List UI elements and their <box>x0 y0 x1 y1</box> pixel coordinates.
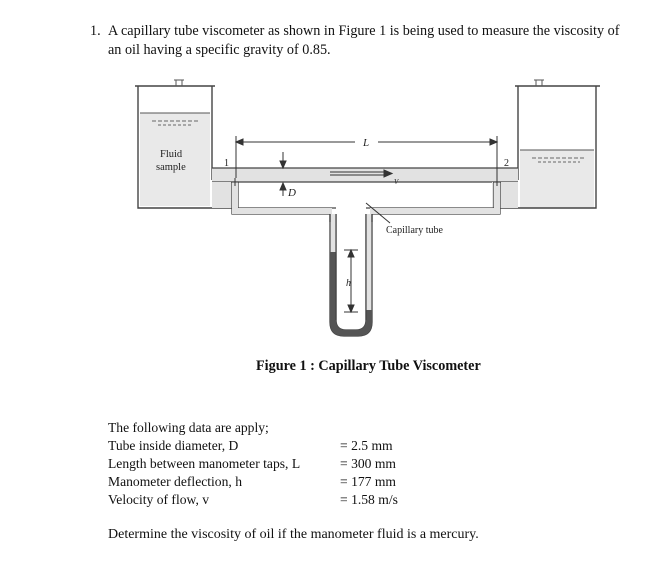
data-value-length: = 300 mm <box>340 456 397 471</box>
question-line-2: an oil having a specific gravity of 0.85. <box>108 42 331 58</box>
question-line-1: A capillary tube viscometer as shown in Figure 1 is being used to measure the viscosity of <box>108 23 620 39</box>
data-intro: The following data are apply; <box>108 420 269 435</box>
fluid-label-line-1: Fluid <box>160 149 183 160</box>
viscometer-figure <box>0 70 658 430</box>
h-label: h <box>346 278 351 289</box>
question-number: 1. <box>90 23 101 39</box>
d-label: D <box>288 187 296 199</box>
left-vent <box>174 80 184 86</box>
task-statement: Determine the viscosity of oil if the manometer fluid is a mercury. <box>108 527 479 542</box>
data-label-velocity: Velocity of flow, v <box>108 492 210 507</box>
capillary-label: Capillary tube <box>386 225 443 236</box>
tap-2-label: 2 <box>504 158 509 169</box>
capillary-horizontal <box>212 168 518 208</box>
right-vent <box>534 80 544 86</box>
data-label-diameter: Tube inside diameter, D <box>108 438 239 453</box>
data-value-deflection: = 177 mm <box>340 474 397 489</box>
figure-caption: Figure 1 : Capillary Tube Viscometer <box>256 358 481 374</box>
data-value-velocity: = 1.58 m/s <box>340 492 398 507</box>
l-label: L <box>363 137 370 149</box>
data-label-deflection: Manometer deflection, h <box>108 474 242 489</box>
data-label-length: Length between manometer taps, L <box>108 456 301 471</box>
fluid-label-line-2: sample <box>156 162 186 173</box>
tap-1-label: 1 <box>224 158 229 169</box>
flow-label: V <box>394 178 399 186</box>
data-value-diameter: = 2.5 mm <box>340 438 393 453</box>
